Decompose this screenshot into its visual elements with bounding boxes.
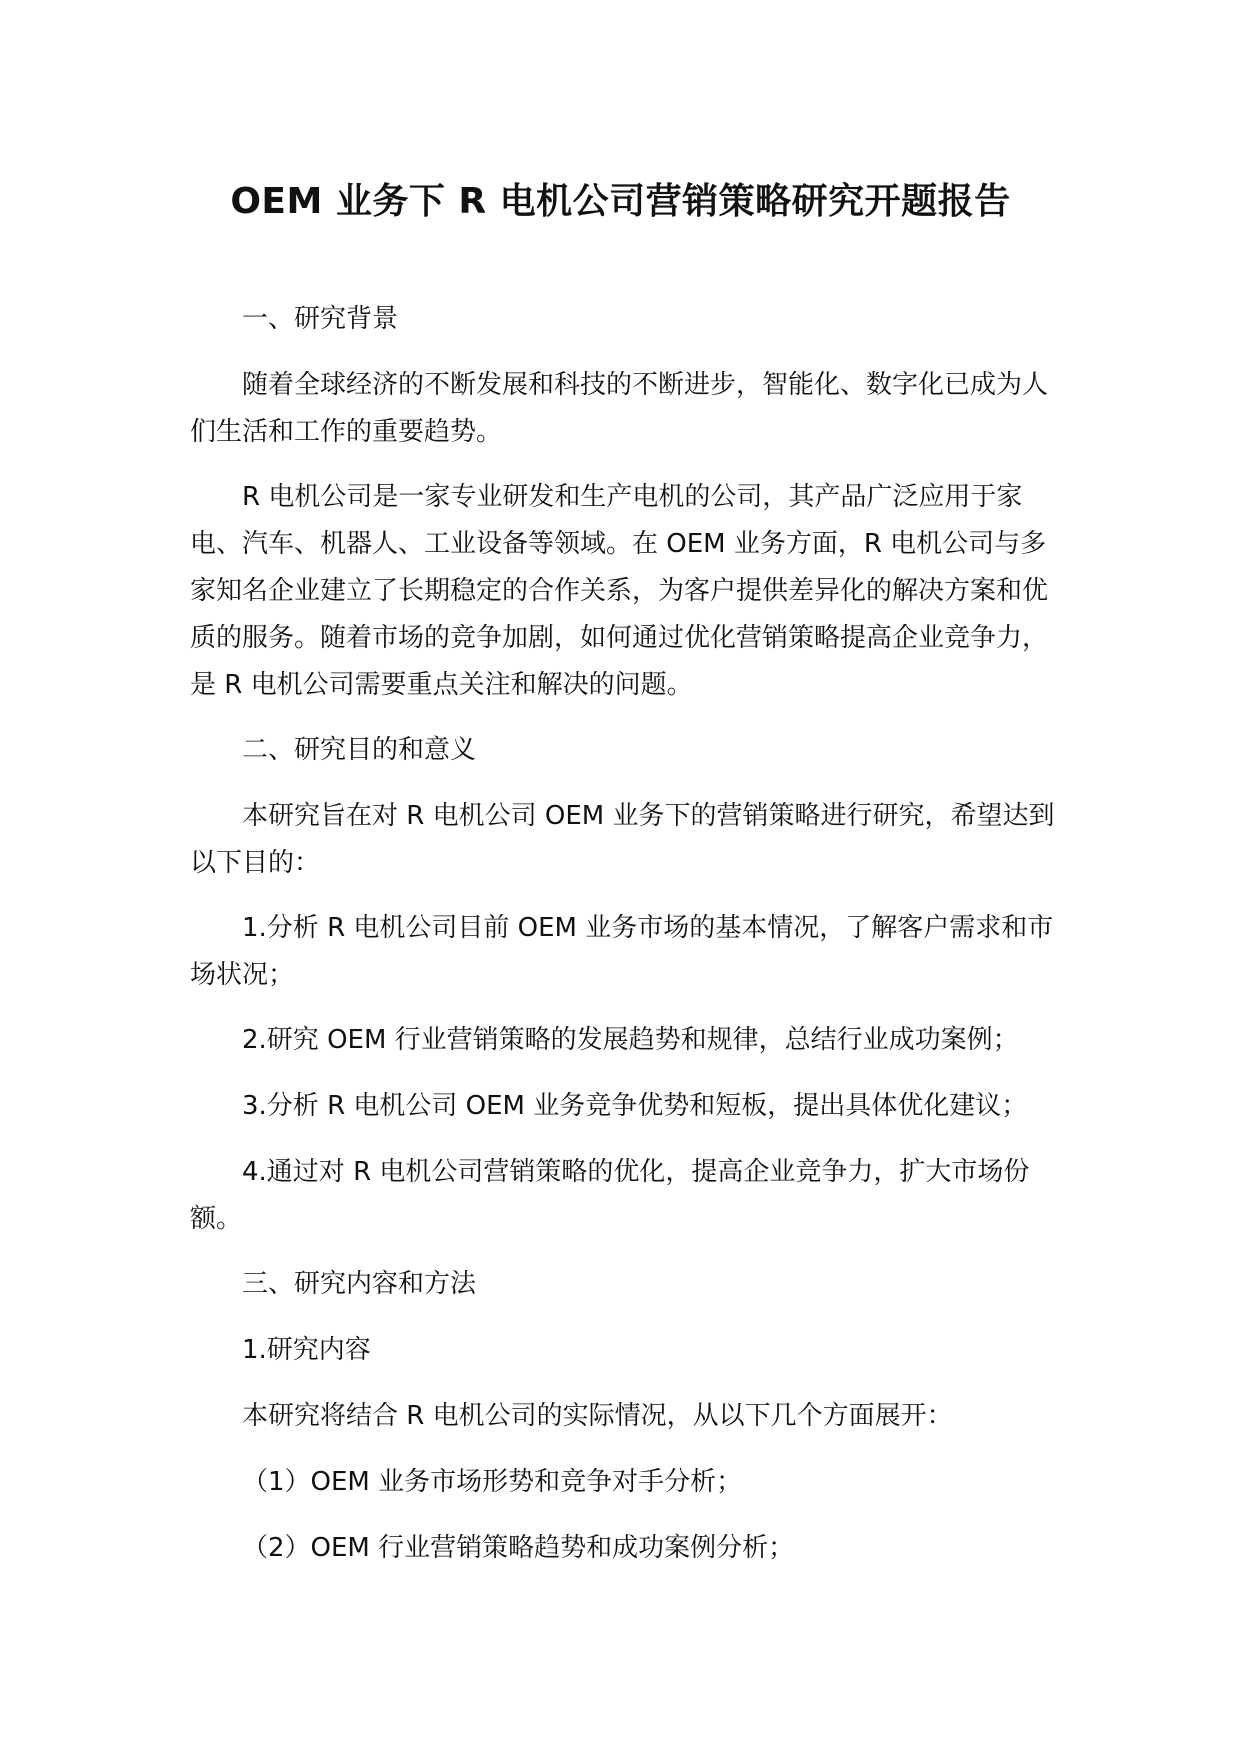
document-title: OEM 业务下 R 电机公司营销策略研究开题报告 bbox=[230, 181, 1011, 222]
paragraph-purpose-intro: 本研究旨在对 R 电机公司 OEM 业务下的营销策略进行研究，希望达到以下目的： bbox=[190, 801, 1055, 878]
list-item-purpose-1: 1.分析 R 电机公司目前 OEM 业务市场的基本情况，了解客户需求和市场状况； bbox=[190, 913, 1054, 990]
paragraph-background-trend: 随着全球经济的不断发展和科技的不断进步，智能化、数字化已成为人们生活和工作的重要趋势。 bbox=[190, 370, 1049, 447]
document-body bbox=[190, 296, 1058, 1591]
list-item-purpose-3: 3.分析 R 电机公司 OEM 业务竞争优势和短板，提出具体优化建议； bbox=[242, 1091, 1028, 1121]
paragraph-company-intro: R 电机公司是一家专业研发和生产电机的公司，其产品广泛应用于家电、汽车、机器人、工业设备等领域。在 OEM 业务方面，R 电机公司与多家知名企业建立了长期稳定的合作关系，为客户提供差异化的解决方案和优质的服务。随着市场的竞争加剧，如何通过优化营销策略提高企业竞争力，是 R 电机公司需要重点关注和解决的问题。 bbox=[190, 482, 1049, 700]
paragraph-content-intro: 本研究将结合 R 电机公司的实际情况，从以下几个方面展开： bbox=[242, 1401, 953, 1431]
section-heading-background: 一、研究背景 bbox=[242, 304, 399, 334]
list-item-content-2: （2）OEM 行业营销策略趋势和成功案例分析； bbox=[242, 1533, 795, 1563]
list-item-purpose-2: 2.研究 OEM 行业营销策略的发展趋势和规律，总结行业成功案例； bbox=[242, 1025, 1019, 1055]
section-heading-content-method: 三、研究内容和方法 bbox=[242, 1269, 477, 1299]
subheading-research-content: 1.研究内容 bbox=[242, 1335, 371, 1365]
list-item-purpose-4: 4.通过对 R 电机公司营销策略的优化，提高企业竞争力，扩大市场份额。 bbox=[190, 1157, 1030, 1234]
section-heading-purpose: 二、研究目的和意义 bbox=[242, 735, 477, 765]
list-item-content-1: （1）OEM 业务市场形势和竞争对手分析； bbox=[242, 1467, 743, 1497]
